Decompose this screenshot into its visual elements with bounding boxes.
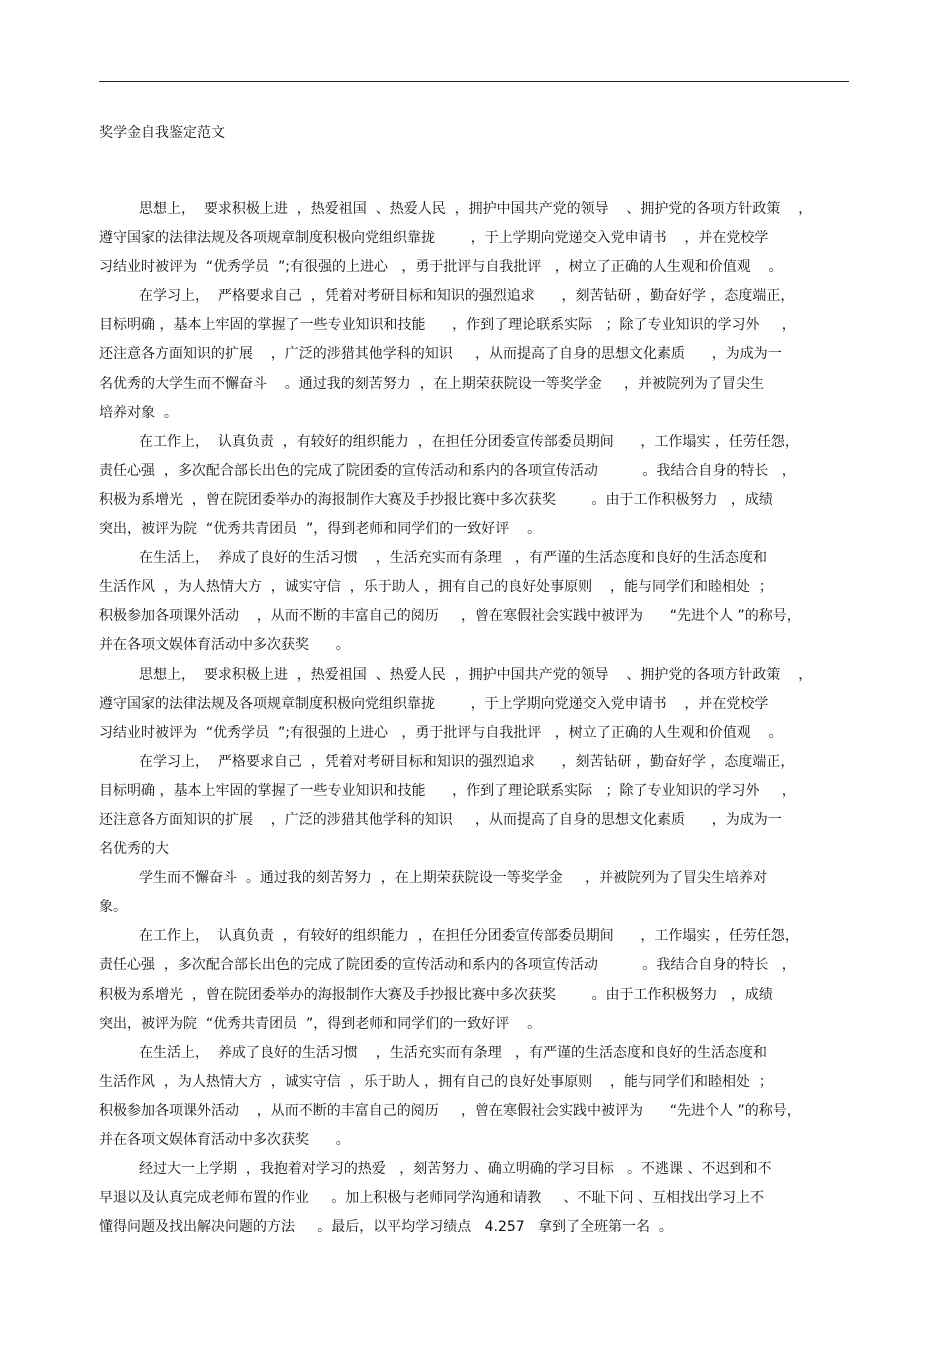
body-line: 在生活上， 养成了良好的生活习惯 ，生活充实而有条理 ，有严谨的生活态度和良好的生活态度和 [139, 1044, 768, 1061]
body-line: 在学习上， 严格要求自己 ，凭着对考研目标和知识的强烈追求 ，刻苦钻研 ，勤奋好学 ，态度端正， [139, 753, 795, 770]
body-line: 遵守国家的法律法规及各项规章制度积极向党组织靠拢 ，于上学期向党递交入党申请书 ，并在党校学 [99, 230, 769, 247]
body-line: 名优秀的大学生而不懈奋斗 。通过我的刻苦努力 ，在上期荣获院设一等奖学金 ，并被院列为了冒尖生 [99, 375, 764, 392]
body-line: 在生活上， 养成了良好的生活习惯 ，生活充实而有条理 ，有严谨的生活态度和良好的生活态度和 [139, 550, 768, 567]
body-line: 责任心强 ，多次配合部长出色的完成了院团委的宣传活动和系内的各项宣传活动 。我结合自身的特长 ， [99, 957, 796, 974]
body-line: 责任心强 ，多次配合部长出色的完成了院团委的宣传活动和系内的各项宣传活动 。我结合自身的特长 ， [99, 462, 796, 479]
body-line: 积极为系增光 ，曾在院团委举办的海报制作大赛及手抄报比赛中多次获奖 。由于工作积极努力 ，成绩 [99, 986, 773, 1003]
body-line: 象。 [99, 899, 127, 916]
header-rule [99, 81, 849, 82]
body-line: 还注意各方面知识的扩展 ，广泛的涉猎其他学科的知识 ，从而提高了自身的思想文化素质 ，为成为一 [99, 346, 782, 363]
body-line: 在工作上， 认真负责 ，有较好的组织能力 ，在担任分团委宣传部委员期间 ，工作塌实 ，任劳任怨， [139, 928, 799, 945]
body-line: 遵守国家的法律法规及各项规章制度积极向党组织靠拢 ，于上学期向党递交入党申请书 ，并在党校学 [99, 695, 769, 712]
body-line: 生活作风 ，为人热情大方 ，诚实守信 ，乐于助人 ，拥有自己的良好处事原则 ，能与同学们和睦相处 ； [99, 579, 773, 596]
body-line: 懂得问题及找出解决问题的方法 。最后，以平均学习绩点 4.257 拿到了全班第一名 。 [99, 1219, 673, 1236]
body-line: 目标明确 ，基本上牢固的掌握了一些专业知识和技能 ，作到了理论联系实际 ；除了专业知识的学习外 ， [99, 317, 796, 334]
body-line: 还注意各方面知识的扩展 ，广泛的涉猎其他学科的知识 ，从而提高了自身的思想文化素质 ，为成为一 [99, 811, 782, 828]
body-line: 培养对象 。 [99, 404, 178, 421]
body-line: 名优秀的大 [99, 841, 169, 858]
body-line: 积极为系增光 ，曾在院团委举办的海报制作大赛及手抄报比赛中多次获奖 。由于工作积极努力 ，成绩 [99, 491, 773, 508]
body-line: 经过大一上学期 ，我抱着对学习的热爱 ，刻苦努力 、确立明确的学习目标 。不逃课 、不迟到和不 [139, 1161, 772, 1178]
body-line: 突出，被评为院 “优秀共青团员 ”，得到老师和同学们的一致好评 。 [99, 521, 542, 538]
body-line: 突出，被评为院 “优秀共青团员 ”，得到老师和同学们的一致好评 。 [99, 1015, 542, 1032]
body-line: 习结业时被评为 “优秀学员 ”;有很强的上进心 ，勇于批评与自我批评 ，树立了正确的人生观和价值观 。 [99, 724, 783, 741]
body-line: 目标明确 ，基本上牢固的掌握了一些专业知识和技能 ，作到了理论联系实际 ；除了专业知识的学习外 ， [99, 782, 796, 799]
document-body [99, 195, 849, 1242]
body-line: 生活作风 ，为人热情大方 ，诚实守信 ，乐于助人 ，拥有自己的良好处事原则 ，能与同学们和睦相处 ； [99, 1073, 773, 1090]
body-line: 学生而不懈奋斗 。通过我的刻苦努力 ，在上期荣获院设一等奖学金 ，并被院列为了冒尖生培养对 [139, 870, 768, 887]
body-line: 思想上， 要求积极上进 ，热爱祖国 、热爱人民 ，拥护中国共产党的领导 、拥护党的各项方针政策 ， [139, 666, 813, 683]
body-line: 早退以及认真完成老师布置的作业 。加上积极与老师同学沟通和请教 、不耻下问 、互相找出学习上不 [99, 1190, 764, 1207]
body-line: 习结业时被评为 “优秀学员 ”;有很强的上进心 ，勇于批评与自我批评 ，树立了正确的人生观和价值观 。 [99, 259, 783, 276]
body-line: 在学习上， 严格要求自己 ，凭着对考研目标和知识的强烈追求 ，刻苦钻研 ，勤奋好学 ，态度端正， [139, 288, 795, 305]
body-line: 并在各项文娱体育活动中多次获奖 。 [99, 637, 350, 654]
body-line: 并在各项文娱体育活动中多次获奖 。 [99, 1132, 350, 1148]
body-line: 积极参加各项课外活动 ，从而不断的丰富自己的阅历 ，曾在寒假社会实践中被评为 “先进个人 ”的称号， [99, 1102, 801, 1119]
body-line: 在工作上， 认真负责 ，有较好的组织能力 ，在担任分团委宣传部委员期间 ，工作塌实 ，任劳任怨， [139, 433, 799, 450]
document-title: 奖学金自我鉴定范文 [99, 125, 225, 141]
body-line: 积极参加各项课外活动 ，从而不断的丰富自己的阅历 ，曾在寒假社会实践中被评为 “先进个人 ”的称号， [99, 608, 801, 625]
body-line: 思想上， 要求积极上进 ，热爱祖国 、热爱人民 ，拥护中国共产党的领导 、拥护党的各项方针政策 ， [139, 201, 813, 217]
